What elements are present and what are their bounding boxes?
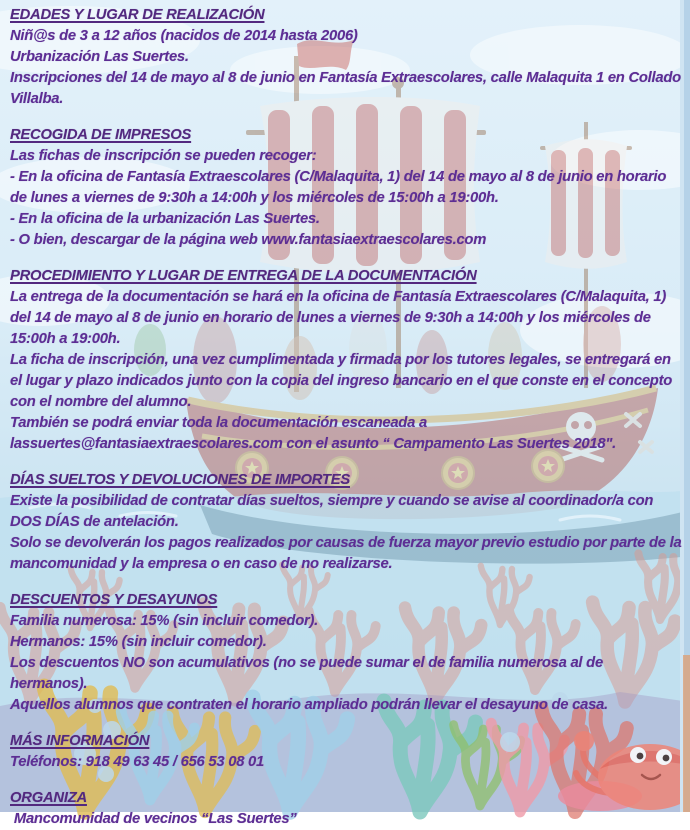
section-paragraph: Existe la posibilidad de contratar días sueltos, siempre y cuando se avise al coordinador/a con DOS DÍAS de antelación. [10, 493, 658, 530]
section-heading: DESCUENTOS Y DESAYUNOS [10, 592, 218, 608]
section-paragraph: La ficha de inscripción, una vez cumplimentada y firmada por los tutores legales, se entregará en el lugar y plazo indicados junto con la copia del ingreso bancario en el que conste en el concepto con el nombre del alumno. [10, 352, 676, 410]
section-heading: EDADES Y LUGAR DE REALIZACIÓN [10, 7, 265, 23]
section-heading: PROCEDIMIENTO Y LUGAR DE ENTREGA DE LA DOCUMENTACIÓN [10, 268, 477, 284]
section-paragraph: - En la oficina de la urbanización Las Suertes. [10, 211, 320, 227]
section-mas-informacion [10, 731, 682, 773]
section-paragraph: - En la oficina de Fantasía Extraescolares (C/Malaquita, 1) del 14 de mayo al 8 de junio en horario de lunes a viernes de 9:30h a 14:00h y los miércoles de 15:00h a 19:00h. [10, 169, 670, 206]
section-heading: DÍAS SUELTOS Y DEVOLUCIONES DE IMPORTES [10, 472, 350, 488]
section-paragraph: Familia numerosa: 15% (sin incluir comedor). [10, 613, 319, 629]
section-descuentos-desayunos [10, 590, 682, 716]
section-paragraph: Hermanos: 15% (sin incluir comedor). [10, 634, 267, 650]
section-edades-y-lugar [10, 5, 685, 110]
section-paragraph: Urbanización Las Suertes. [10, 49, 189, 65]
section-heading: MÁS INFORMACIÓN [10, 733, 150, 749]
section-recogida-de-impresos [10, 125, 682, 251]
section-paragraph: Las fichas de inscripción se pueden recoger: [10, 148, 317, 164]
section-paragraph: Inscripciones del 14 de mayo al 8 de junio en Fantasía Extraescolares, calle Malaquita 1 en Collado Villalba. [10, 70, 685, 107]
section-dias-sueltos [10, 470, 686, 575]
phone-numbers: Teléfonos: 918 49 63 45 / 656 53 08 01 [10, 754, 264, 770]
section-paragraph: Aquellos alumnos que contraten el horario ampliado podrán llevar el desayuno de casa. [10, 697, 608, 713]
organizer-name: Mancomunidad de vecinos “Las Suertes” [10, 811, 297, 827]
section-paragraph: - O bien, descargar de la página web www.fantasiaextraescolares.com [10, 232, 487, 248]
section-paragraph: Niñ@s de 3 a 12 años (nacidos de 2014 hasta 2006) [10, 28, 358, 44]
section-paragraph: También se podrá enviar toda la documentación escaneada a lassuertes@fantasiaextraescolares.com con el asunto “ Campamento Las Suertes 2018". [10, 415, 616, 452]
section-heading: RECOGIDA DE IMPRESOS [10, 127, 192, 143]
section-organiza [10, 788, 682, 830]
section-paragraph: Solo se devolverán los pagos realizados por causas de fuerza mayor previo estudio por parte de la mancomunidad y la empresa o en caso de no realizarse. [10, 535, 686, 572]
section-procedimiento-entrega [10, 266, 682, 455]
section-heading: ORGANIZA [10, 790, 87, 806]
section-paragraph: Los descuentos NO son acumulativos (no se puede sumar el de familia numerosa al de hermanos). [10, 655, 607, 692]
section-paragraph: La entrega de la documentación se hará en la oficina de Fantasía Extraescolares (C/Malaquita, 1) del 14 de mayo al 8 de junio en horario de lunes a viernes de 9:30h a 14:00h y los miércoles de 15:00h a 19:00h. [10, 289, 670, 347]
